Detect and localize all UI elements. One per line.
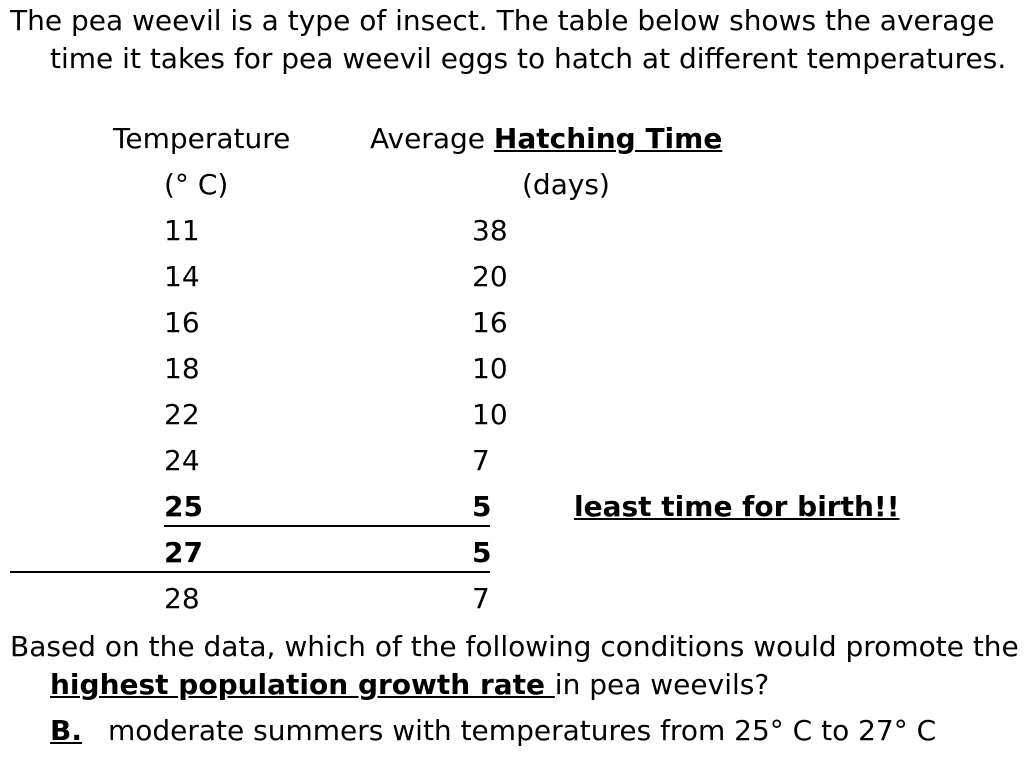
row-9-days: 7 [472, 582, 490, 615]
row-1-temp: 11 [164, 214, 200, 247]
row-2-temp: 14 [164, 260, 200, 293]
hatching-header-emphasis: Hatching Time [493, 122, 723, 155]
row-3-temp: 16 [164, 306, 200, 339]
row-8-underline [10, 571, 490, 573]
question-paragraph [10, 628, 1024, 704]
row-6-temp: 24 [164, 444, 200, 477]
row-2-days: 20 [472, 260, 508, 293]
hatching-time-header [370, 120, 722, 158]
row-1-days: 38 [472, 214, 508, 247]
row-8-days: 5 [472, 536, 492, 569]
temperature-unit: (° C) [164, 168, 229, 201]
answer-letter: B. [50, 714, 82, 747]
row-5-temp: 22 [164, 398, 200, 431]
intro-paragraph: The pea weevil is a type of insect. The table below shows the average time it takes for pea weevil eggs to hatch at different temperatures. [10, 4, 1007, 75]
row-4-temp: 18 [164, 352, 200, 385]
answer-line [50, 712, 936, 750]
question-emphasis: highest population growth rate [50, 668, 555, 701]
days-unit: (days) [522, 168, 610, 201]
row-7-days: 5 [472, 490, 492, 523]
question-after: in pea weevils? [554, 668, 770, 701]
row-4-days: 10 [472, 352, 508, 385]
row-5-days: 10 [472, 398, 508, 431]
hatching-header-prefix: Average [370, 122, 494, 155]
row-7-temp: 25 [164, 490, 203, 523]
temperature-header: Temperature [113, 122, 291, 155]
question-before: Based on the data, which of the following conditions would promote the [10, 630, 1019, 663]
row-9-temp: 28 [164, 582, 200, 615]
row-6-days: 7 [472, 444, 490, 477]
answer-text: moderate summers with temperatures from 25° C to 27° C [107, 714, 937, 747]
least-time-annotation: least time for birth!! [574, 490, 900, 523]
row-7-underline [164, 525, 490, 527]
row-8-temp: 27 [164, 536, 203, 569]
row-3-days: 16 [472, 306, 508, 339]
